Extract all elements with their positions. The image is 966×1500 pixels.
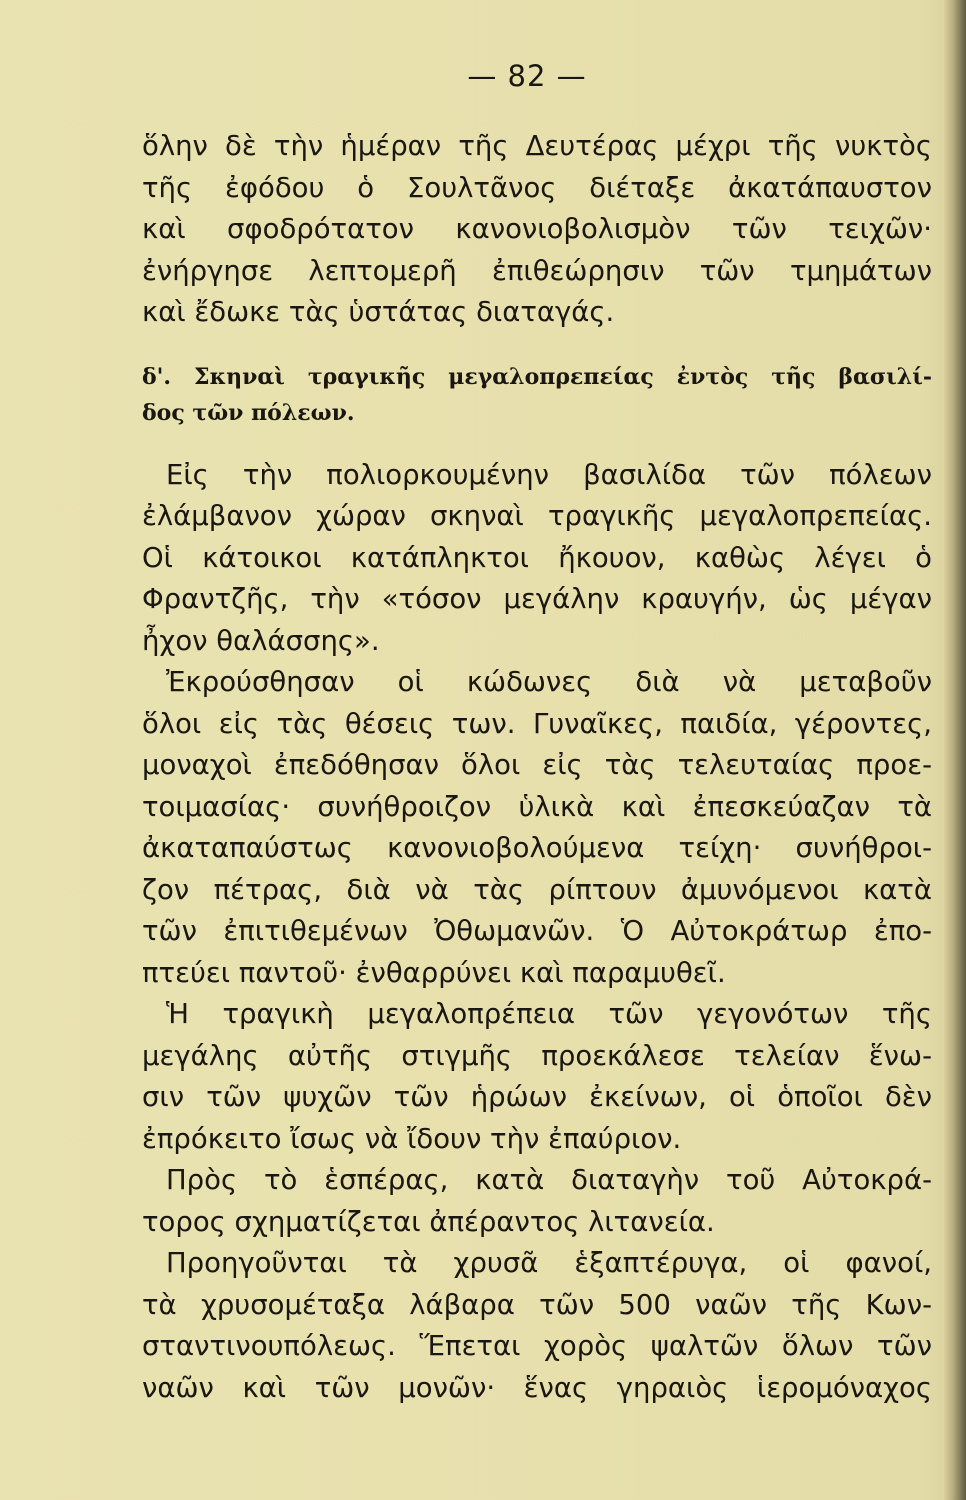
page-edge-shadow [944, 0, 966, 1500]
text-line: Προηγοῦνται τὰ χρυσᾶ ἑξαπτέρυγα, οἱ φανοί, [166, 1247, 932, 1279]
text-line: πτεύει παντοῦ· ἐνθαρρύνει καὶ παραμυθεῖ. [142, 956, 726, 989]
section-heading [142, 359, 932, 431]
text-line: ὅλοι εἰς τὰς θέσεις των. Γυναῖκες, παιδία, γέροντες, [142, 707, 932, 740]
text-line: ἀκαταπαύστως κανονιοβολούμενα τείχη· συνήθροι- [142, 832, 932, 864]
text-line: ἐπρόκειτο ἴσως νὰ ἴδουν τὴν ἐπαύριον. [142, 1122, 682, 1155]
text-line: τῶν ἐπιτιθεμένων Ὀθωμανῶν. Ὁ Αὐτοκράτωρ ἐπο- [142, 915, 932, 947]
text-line: τὰ χρυσομέταξα λάβαρα τῶν 500 ναῶν τῆς Κων- [142, 1288, 932, 1321]
text-line: Ἐκρούσθησαν οἱ κώδωνες διὰ νὰ μεταβοῦν [166, 666, 932, 698]
heading-line: δ'. Σκηναὶ τραγικῆς μεγαλοπρεπείας ἐντὸς τῆς βασιλί- [142, 363, 932, 390]
text-line: τῆς ἐφόδου ὁ Σουλτᾶνος διέταξε ἀκατάπαυστον [142, 171, 932, 204]
text-line: μοναχοὶ ἐπεδόθησαν ὅλοι εἰς τὰς τελευταίας προε- [142, 749, 932, 781]
text-line: Ἡ τραγικὴ μεγαλοπρέπεια τῶν γεγονότων τῆς [166, 998, 932, 1030]
text-line: Πρὸς τὸ ἑσπέρας, κατὰ διαταγὴν τοῦ Αὐτοκρά- [166, 1164, 932, 1196]
text-line: Εἰς τὴν πολιορκουμένην βασιλίδα τῶν πόλεων [166, 458, 932, 491]
text-line: ὅλην δὲ τὴν ἡμέραν τῆς Δευτέρας μέχρι τῆς νυκτὸς [142, 130, 932, 162]
text-line: τορος σχηματίζεται ἀπέραντος λιτανεία. [142, 1205, 715, 1238]
section-body [142, 455, 932, 1410]
text-line: Φραντζῆς, τὴν «τόσον μεγάλην κραυγήν, ὡς μέγαν [142, 583, 932, 615]
text-line: καὶ ἔδωκε τὰς ὑστάτας διαταγάς. [142, 296, 615, 328]
text-line: ναῶν καὶ τῶν μονῶν· ἕνας γηραιὸς ἱερομόναχος [142, 1371, 932, 1404]
text-line: τοιμασίας· συνήθροιζον ὑλικὰ καὶ ἐπεσκεύαζαν τὰ [142, 790, 932, 823]
text-line: καὶ σφοδρότατον κανονιοβολισμὸν τῶν τειχῶν· [142, 213, 932, 245]
text-line: ἐνήργησε λεπτομερῆ ἐπιθεώρησιν τῶν τμημάτων [142, 254, 932, 287]
text-line: Οἱ κάτοικοι κατάπληκτοι ἤκουον, καθὼς λέγει ὁ [142, 541, 932, 574]
text-line: μεγάλης αὐτῆς στιγμῆς προεκάλεσε τελείαν ἕνω- [142, 1039, 932, 1072]
text-line: σταντινουπόλεως. Ἕπεται χορὸς ψαλτῶν ὅλων τῶν [142, 1330, 932, 1362]
text-line: ἐλάμβανον χώραν σκηναὶ τραγικῆς μεγαλοπρεπείας. [142, 500, 932, 532]
page-content [142, 56, 932, 1409]
text-line: ἦχον θαλάσσης». [142, 624, 380, 657]
text-line: σιν τῶν ψυχῶν τῶν ἡρώων ἐκείνων, οἱ ὁποῖοι δὲν [142, 1081, 932, 1113]
heading-line: δος τῶν πόλεων. [142, 399, 355, 426]
page-number: — 82 — [467, 59, 587, 93]
text-line: ζον πέτρας, διὰ νὰ τὰς ρίπτουν ἀμυνόμενοι κατὰ [142, 873, 932, 906]
paragraph-1 [142, 126, 932, 334]
